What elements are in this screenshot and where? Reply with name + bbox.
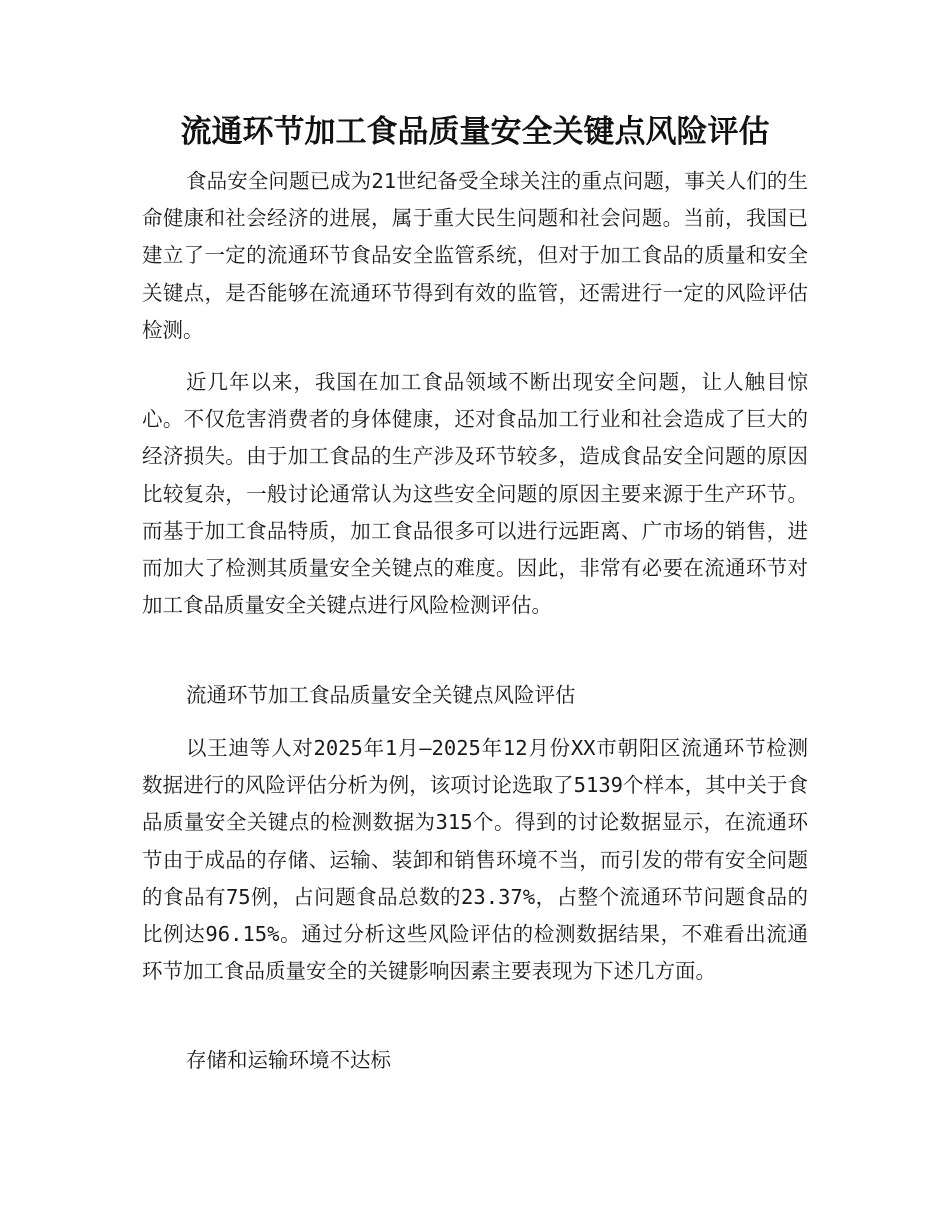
document-title: 流通环节加工食品质量安全关键点风险评估 — [180, 114, 770, 150]
paragraph-intro: 食品安全问题已成为21世纪备受全球关注的重点问题，事关人们的生命健康和社会经济的进展，属于重大民生问题和社会问题。当前，我国已建立了一定的流通环节食品安全监管系统，但对于加工食品的质量和安全关键点，是否能够在流通环节得到有效的监管，还需进行一定的风险评估检测。 — [142, 169, 808, 342]
section-heading-risk-assessment: 流通环节加工食品质量安全关键点风险评估 — [186, 683, 576, 707]
section-heading-storage-transport: 存储和运输环境不达标 — [186, 1048, 391, 1072]
paragraph-background: 近几年以来，我国在加工食品领域不断出现安全问题，让人触目惊心。不仅危害消费者的身体健康，还对食品加工行业和社会造成了巨大的经济损失。由于加工食品的生产涉及环节较多，造成食品安全问题的原因比较复杂，一般讨论通常认为这些安全问题的原因主要来源于生产环节。而基于加工食品特质，加工食品很多可以进行远距离、广市场的销售，进而加大了检测其质量安全关键点的难度。因此，非常有必要在流通环节对加工食品质量安全关键点进行风险检测评估。 — [142, 370, 808, 618]
paragraph-case-study: 以王迪等人对2025年1月—2025年12月份XX市朝阳区流通环节检测数据进行的风险评估分析为例，该项讨论选取了5139个样本，其中关于食品质量安全关键点的检测数据为315个。得到的讨论数据显示，在流通环节由于成品的存储、运输、装卸和销售环境不当，而引发的带有安全问题的食品有75例，占问题食品总数的23.37%，占整个流通环节问题食品的比例达96.15%。通过分析这些风险评估的检测数据结果，不难看出流通环节加工食品质量安全的关键影响因素主要表现为下述几方面。 — [142, 736, 808, 984]
